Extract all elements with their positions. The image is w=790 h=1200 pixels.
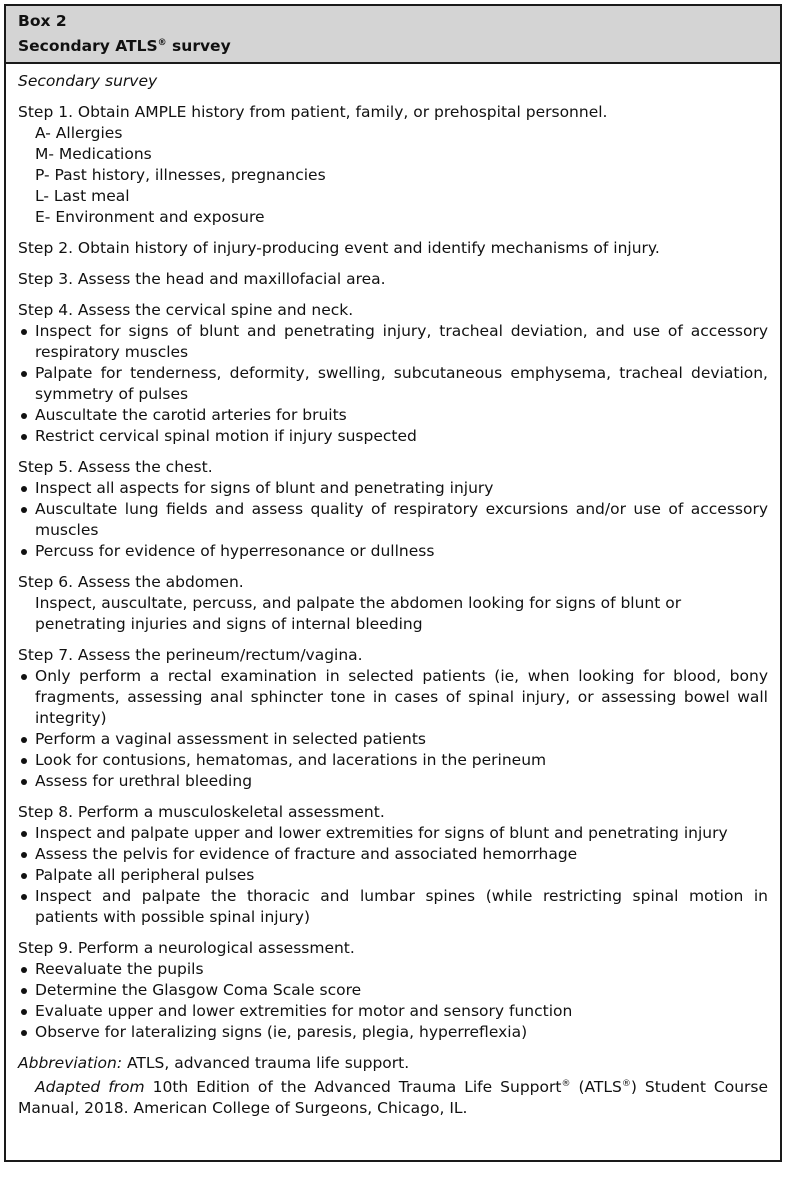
bullet-item: Palpate for tenderness, deformity, swelling, subcutaneous emphysema, tracheal deviation, symmetry of pulses: [18, 363, 768, 405]
box-title-suffix: survey: [166, 37, 231, 56]
step-2: [18, 238, 768, 259]
step-3: [18, 269, 768, 290]
step-1: [18, 102, 768, 228]
adapted-text-1: 10th Edition of the Advanced Trauma Life Support: [144, 1078, 562, 1097]
bullet-item: Assess for urethral bleeding: [18, 771, 768, 792]
step-9: [18, 938, 768, 1043]
bullet-item: Auscultate the carotid arteries for bruits: [18, 405, 768, 426]
ample-item: L- Last meal: [35, 187, 130, 206]
box-label: Box 2: [18, 12, 67, 30]
bullet-item: Determine the Glasgow Coma Scale score: [18, 980, 768, 1001]
bullet-list: [18, 478, 768, 562]
adapted-text-2: (ATLS: [570, 1078, 622, 1097]
bullet-list: [18, 959, 768, 1043]
step-title: Step 4. Assess the cervical spine and neck.: [18, 301, 354, 320]
registered-mark: ®: [621, 1079, 631, 1090]
abbreviation-label: Abbreviation:: [18, 1054, 123, 1073]
bullet-list: [18, 666, 768, 792]
bullet-item: Only perform a rectal examination in selected patients (ie, when looking for blood, bony fragments, assessing anal sphincter tone in cases of spinal injury, or assessing bowel wall integrity): [18, 666, 768, 729]
step-4: [18, 300, 768, 447]
step-6: [18, 572, 768, 635]
step-title: Step 5. Assess the chest.: [18, 458, 213, 477]
bullet-item: Inspect for signs of blunt and penetrating injury, tracheal deviation, and use of accessory respiratory muscles: [18, 321, 768, 363]
step-title: Step 2. Obtain history of injury-producing event and identify mechanisms of injury.: [18, 239, 660, 258]
bullet-item: Inspect all aspects for signs of blunt and penetrating injury: [18, 478, 768, 499]
ample-item: M- Medications: [35, 145, 152, 164]
ample-item: P- Past history, illnesses, pregnancies: [35, 166, 326, 185]
bullet-list: [18, 823, 768, 928]
box-content: [6, 64, 780, 1119]
bullet-item: Assess the pelvis for evidence of fracture and associated hemorrhage: [18, 844, 768, 865]
registered-mark: ®: [561, 1079, 571, 1090]
bullet-item: Palpate all peripheral pulses: [18, 865, 768, 886]
step-paragraph: Inspect, auscultate, percuss, and palpate the abdomen looking for signs of blunt or penetrating injuries and signs of internal bleeding: [35, 594, 682, 634]
adapted-from-line: [18, 1074, 768, 1119]
step-5: [18, 457, 768, 562]
adapted-text-3: ) Student Course Manual, 2018. American College of Surgeons, Chicago, IL.: [18, 1078, 768, 1118]
bullet-item: Evaluate upper and lower extremities for motor and sensory function: [18, 1001, 768, 1022]
ample-item: A- Allergies: [35, 124, 123, 143]
bullet-item: Observe for lateralizing signs (ie, paresis, plegia, hyperreflexia): [18, 1022, 768, 1043]
registered-mark: ®: [157, 38, 167, 48]
ample-item: E- Environment and exposure: [35, 208, 265, 227]
step-title: Step 9. Perform a neurological assessment.: [18, 939, 355, 958]
bullet-item: Restrict cervical spinal motion if injury suspected: [18, 426, 768, 447]
atls-box: [4, 4, 782, 1162]
bullet-item: Percuss for evidence of hyperresonance or dullness: [18, 541, 768, 562]
bullet-list: [18, 321, 768, 447]
step-title: Step 8. Perform a musculoskeletal assessment.: [18, 803, 385, 822]
steps-list: [18, 102, 768, 1043]
box-footer: [18, 1053, 768, 1119]
step-8: [18, 802, 768, 928]
bullet-item: Reevaluate the pupils: [18, 959, 768, 980]
bullet-item: Inspect and palpate upper and lower extremities for signs of blunt and penetrating injury: [18, 823, 768, 844]
bullet-item: Perform a vaginal assessment in selected patients: [18, 729, 768, 750]
bullet-item: Auscultate lung fields and assess quality of respiratory excursions and/or use of accessory muscles: [18, 499, 768, 541]
step-7: [18, 645, 768, 792]
box-header: [6, 6, 780, 64]
section-title: Secondary survey: [18, 72, 158, 91]
adapted-label: Adapted from: [35, 1078, 145, 1097]
abbreviation-line: [18, 1053, 768, 1074]
step-title: Step 7. Assess the perineum/rectum/vagina.: [18, 646, 363, 665]
box-title: [18, 32, 768, 57]
abbreviation-text: ATLS, advanced trauma life support.: [122, 1054, 410, 1073]
box-title-text: Secondary ATLS: [18, 37, 158, 56]
bullet-item: Inspect and palpate the thoracic and lumbar spines (while restricting spinal motion in patients with possible spinal injury): [18, 886, 768, 928]
bullet-item: Look for contusions, hematomas, and lacerations in the perineum: [18, 750, 768, 771]
step-title: Step 1. Obtain AMPLE history from patient, family, or prehospital personnel.: [18, 103, 608, 122]
step-title: Step 6. Assess the abdomen.: [18, 573, 244, 592]
step-title: Step 3. Assess the head and maxillofacial area.: [18, 270, 386, 289]
